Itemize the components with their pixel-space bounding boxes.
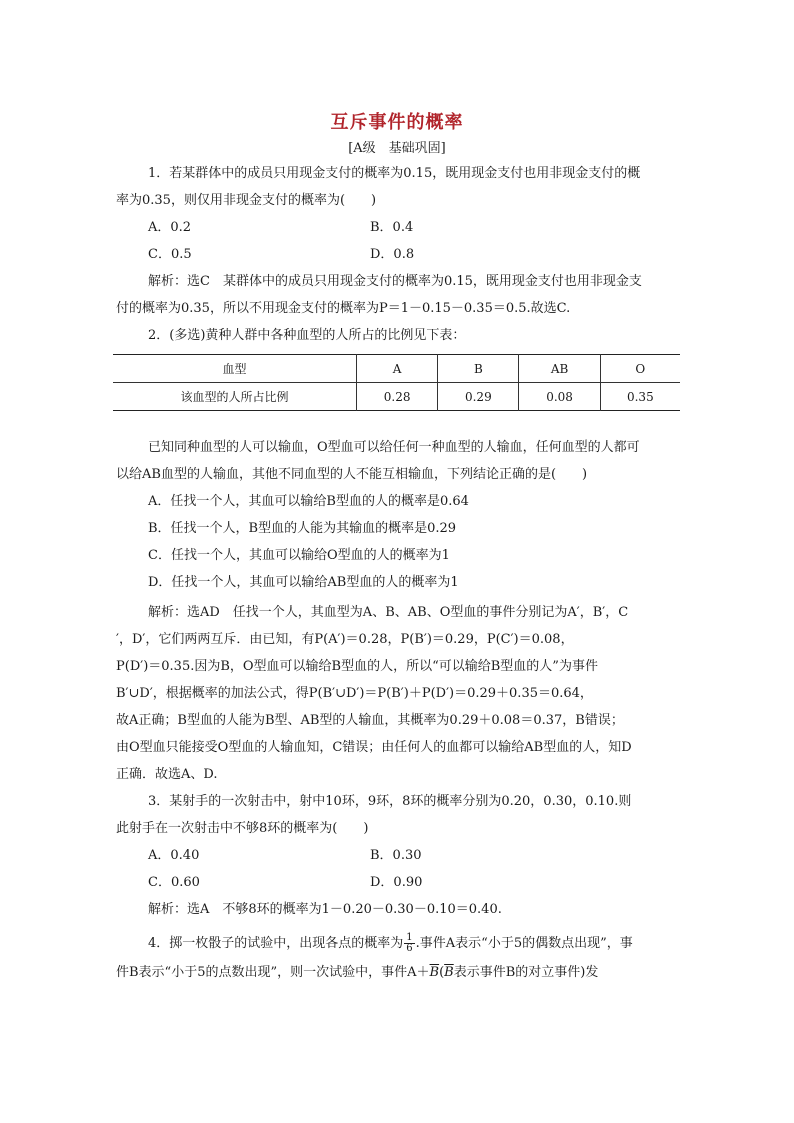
q1-option-b: B．0.4	[370, 220, 414, 235]
q3-solution: 解析：选A 不够8环的概率为1－0.20－0.30－0.10＝0.40.	[148, 902, 502, 917]
table-cell: 该血型的人所占比例	[180, 390, 289, 404]
q2-stem: 2．(多选)黄种人群中各种血型的人所占的比例见下表：	[148, 328, 466, 343]
q3-option-c: C．0.60	[148, 875, 200, 890]
section-level: [A级 基础巩固]	[348, 141, 446, 156]
q2-option-c: C．任找一个人，其血可以输给O型血的人的概率为1	[148, 548, 450, 563]
complement-symbol: $\overline{B}$	[444, 965, 454, 980]
q1-option-a: A．0.2	[148, 220, 192, 235]
q4-stem-text: .事件A表示“小于5的偶数点出现”，事	[415, 936, 633, 951]
q1-stem-line1: 1．若某群体中的成员只用现金支付的概率为0.15，既用现金支付也用非现金支付的概	[148, 166, 641, 181]
q1-solution-line2: 付的概率为0.35，所以不用现金支付的概率为P＝1－0.15－0.35＝0.5.故选C.	[116, 301, 571, 316]
table-cell: 0.35	[600, 383, 680, 411]
table-header-cell: O	[600, 355, 680, 383]
table-header-cell: A	[357, 355, 438, 383]
fraction-denominator: 6	[406, 943, 413, 954]
q3-option-d: D．0.90	[370, 875, 423, 890]
q2-solution-line1: 解析：选AD 任找一个人，其血型为A、B、AB、O型血的事件分别记为A′，B′，C	[148, 605, 629, 620]
q2-solution-line5: 故A正确；B型血的人能为B型、AB型的人输血，其概率为0.29＋0.08＝0.37，B错误；	[116, 713, 624, 728]
q1-stem-line2: 率为0.35，则仅用非现金支付的概率为( )	[116, 193, 377, 208]
q4-stem-line2	[116, 962, 678, 984]
fraction-numerator: 1	[406, 932, 413, 943]
q2-condition-line1: 已知同种血型的人可以输血，O型血可以给任何一种血型的人输血，任何血型的人都可	[148, 440, 640, 455]
table-cell: 0.08	[519, 383, 600, 411]
q2-solution-line3: P(D′)＝0.35.因为B，O型血可以输给B型血的人，所以“可以输给B型血的人”为事件	[116, 659, 598, 674]
table-cell: 0.28	[357, 383, 438, 411]
q2-option-b: B．任找一个人，B型血的人能为其输血的概率是0.29	[148, 521, 457, 536]
q1-option-c: C．0.5	[148, 247, 192, 262]
q2-solution-line4: B′∪D′，根据概率的加法公式，得P(B′∪D′)＝P(B′)＋P(D′)＝0.29＋0.35＝0.64，	[116, 686, 593, 701]
q1-option-d: D．0.8	[370, 247, 415, 262]
q2-condition-line2: 以给AB血型的人输血，其他不同血型的人不能互相输血，下列结论正确的是( )	[116, 467, 588, 482]
complement-symbol: $\overline{B}$	[429, 965, 440, 980]
table-cell: 0.29	[438, 383, 519, 411]
q4-stem-text: 表示事件B的对立事件)发	[453, 965, 599, 980]
q2-option-a: A．任找一个人，其血可以输给B型血的人的概率是0.64	[148, 494, 469, 509]
q3-stem-line2: 此射手在一次射击中不够8环的概率为( )	[116, 821, 369, 836]
q2-solution-line7: 正确．故选A、D.	[116, 767, 218, 782]
q1-solution-line1: 解析：选C 某群体中的成员只用现金支付的概率为0.15，既用现金支付也用非现金支	[148, 274, 642, 289]
page-title: 互斥事件的概率	[330, 112, 464, 133]
q4-stem-text: 件B表示“小于5的点数出现”，则一次试验中，事件A＋	[116, 965, 430, 980]
table-header-row	[113, 355, 680, 383]
q3-option-a: A．0.40	[148, 848, 200, 863]
q3-option-b: B．0.30	[370, 848, 422, 863]
q4-stem-line1	[148, 932, 678, 956]
q2-solution-line6: 由O型血只能接受O型血的人输血知，C错误；由任何人的血都可以输给AB型血的人，知D	[116, 740, 632, 755]
q2-solution-line2: ′，D′，它们两两互斥．由已知，有P(A′)＝0.28，P(B′)＝0.29，P(C′)＝0.08，	[116, 632, 574, 647]
fraction	[404, 933, 414, 954]
q4-stem-text: 4．掷一枚骰子的试验中，出现各点的概率为	[148, 936, 404, 951]
blood-type-table	[113, 354, 680, 411]
q2-option-d: D．任找一个人，其血可以输给AB型血的人的概率为1	[148, 575, 459, 590]
q3-stem-line1: 3．某射手的一次射击中，射中10环，9环，8环的概率分别为0.20，0.30，0.10.则	[148, 794, 632, 809]
table-header-cell: B	[438, 355, 519, 383]
q4-stem-text: (	[439, 965, 445, 980]
table-header-cell: 血型	[113, 355, 357, 383]
table-row	[113, 383, 680, 411]
table-header-cell: AB	[519, 355, 600, 383]
